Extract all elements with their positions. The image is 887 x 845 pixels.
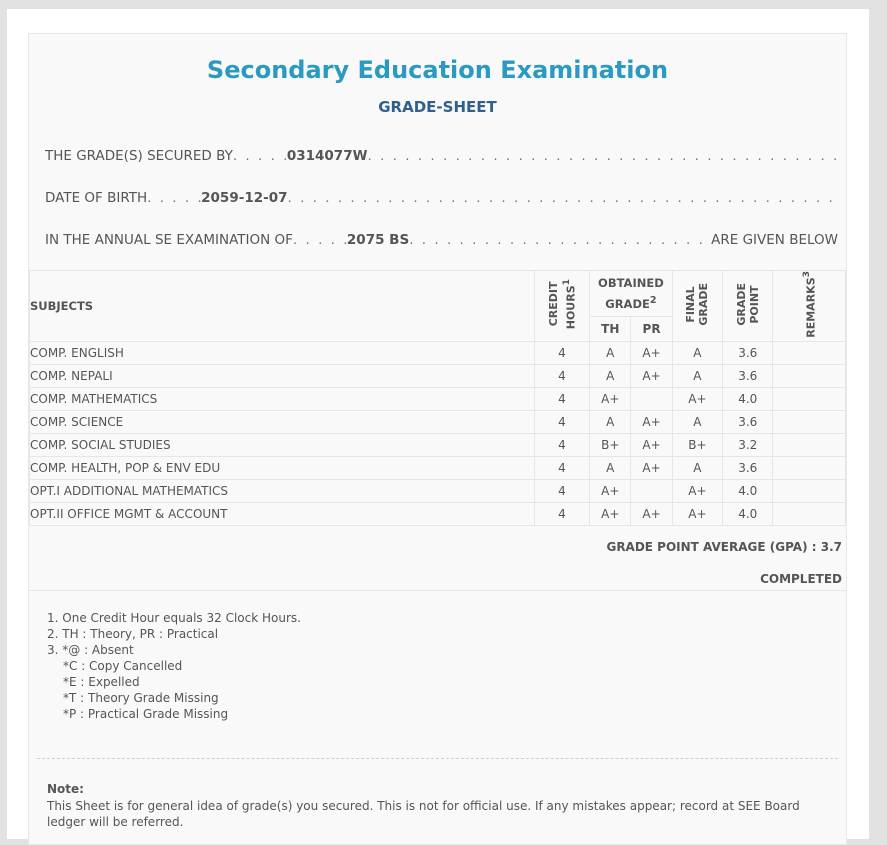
th-grade-cell: A+ [590, 479, 631, 502]
pr-grade-cell: A+ [631, 364, 672, 387]
subject-cell: COMP. SOCIAL STUDIES [30, 433, 535, 456]
dot-leader [368, 148, 839, 164]
grade-point-cell: 4.0 [723, 479, 773, 502]
gpa-value: 3.7 [820, 540, 842, 554]
final-grade-cell: A [672, 410, 722, 433]
remarks-cell [773, 456, 846, 479]
final-grade-header: FINAL GRADE [672, 271, 722, 342]
pr-grade-cell: A+ [631, 433, 672, 456]
th-grade-cell: B+ [590, 433, 631, 456]
pr-grade-cell [631, 479, 672, 502]
table-row [30, 410, 846, 433]
credit-cell: 4 [534, 479, 589, 502]
footnote-3: 3. *@ : Absent [47, 643, 134, 657]
symbol-number: 0314077W [286, 148, 368, 164]
pr-grade-cell: A+ [631, 341, 672, 364]
th-grade-cell: A [590, 456, 631, 479]
table-row [30, 502, 846, 525]
dot-leader [293, 232, 347, 248]
grades-table [29, 270, 846, 526]
table-row [30, 433, 846, 456]
dob-line [45, 190, 838, 210]
remarks-cell [773, 410, 846, 433]
final-grade-cell: A+ [672, 387, 722, 410]
pr-header: PR [631, 317, 672, 341]
window-edge [869, 9, 887, 820]
remarks-cell [773, 387, 846, 410]
dot-leader [233, 148, 287, 164]
gpa-label: GRADE POINT AVERAGE (GPA) : [606, 540, 817, 554]
table-row [30, 456, 846, 479]
pr-grade-cell: A+ [631, 502, 672, 525]
grade-sheet-card [28, 33, 847, 845]
credit-cell: 4 [534, 502, 589, 525]
final-grade-cell: A+ [672, 502, 722, 525]
given-below-label: ARE GIVEN BELOW [711, 232, 838, 248]
grade-point-cell: 3.6 [723, 364, 773, 387]
dob-label: DATE OF BIRTH [45, 190, 148, 206]
page [7, 9, 869, 839]
th-grade-cell: A [590, 410, 631, 433]
remarks-cell [773, 341, 846, 364]
secured-by-line [45, 148, 838, 168]
grade-point-cell: 3.6 [723, 410, 773, 433]
credit-cell: 4 [534, 456, 589, 479]
page-subtitle: GRADE-SHEET [378, 98, 497, 116]
credit-cell: 4 [534, 433, 589, 456]
remarks-header: REMARKS$^3$ [773, 271, 846, 342]
th-grade-cell: A [590, 341, 631, 364]
subject-cell: COMP. SCIENCE [30, 410, 535, 433]
obtained-grade-header: OBTAINED GRADE$^2$ [590, 271, 673, 317]
dot-leader [147, 190, 201, 206]
remarks-cell [773, 364, 846, 387]
pr-grade-cell: A+ [631, 410, 672, 433]
status-text: COMPLETED [760, 572, 842, 586]
credit-cell: 4 [534, 341, 589, 364]
subject-cell: OPT.I ADDITIONAL MATHEMATICS [30, 479, 535, 502]
th-grade-cell: A+ [590, 387, 631, 410]
final-grade-cell: B+ [672, 433, 722, 456]
final-grade-cell: A+ [672, 479, 722, 502]
subject-cell: COMP. ENGLISH [30, 341, 535, 364]
grade-point-cell: 3.6 [723, 456, 773, 479]
dashed-divider [37, 758, 838, 759]
table-row [30, 387, 846, 410]
grade-point-cell: 3.6 [723, 341, 773, 364]
footnote-1: 1. One Credit Hour equals 32 Clock Hours. [47, 611, 301, 625]
pr-grade-cell: A+ [631, 456, 672, 479]
table-row [30, 479, 846, 502]
subject-cell: COMP. NEPALI [30, 364, 535, 387]
th-grade-cell: A [590, 364, 631, 387]
grade-point-cell: 3.2 [723, 433, 773, 456]
footnote-2: 2. TH : Theory, PR : Practical [47, 627, 219, 641]
dot-leader [409, 232, 711, 248]
subject-cell: OPT.II OFFICE MGMT & ACCOUNT [30, 502, 535, 525]
remarks-cell [773, 502, 846, 525]
page-title: Secondary Education Examination [206, 56, 669, 84]
pr-grade-cell [631, 387, 672, 410]
final-grade-cell: A [672, 364, 722, 387]
credit-hours-header: CREDIT HOURS$^1$ [534, 271, 589, 342]
divider [29, 590, 846, 591]
footnotes [47, 610, 301, 722]
grade-point-header: GRADE POINT [723, 271, 773, 342]
remarks-cell [773, 433, 846, 456]
th-header: TH [590, 317, 631, 341]
grade-point-cell: 4.0 [723, 387, 773, 410]
table-row [30, 341, 846, 364]
dob-value: 2059-12-07 [201, 190, 288, 206]
credit-cell: 4 [534, 410, 589, 433]
dot-leader [288, 190, 839, 206]
exam-line [45, 232, 838, 252]
footnote-practical-missing: *P : Practical Grade Missing [63, 707, 229, 721]
credit-cell: 4 [534, 364, 589, 387]
remarks-cell [773, 479, 846, 502]
footnote-expelled: *E : Expelled [63, 675, 140, 689]
footnote-theory-missing: *T : Theory Grade Missing [63, 691, 219, 705]
subject-cell: COMP. HEALTH, POP & ENV EDU [30, 456, 535, 479]
secured-by-label: THE GRADE(S) SECURED BY [45, 148, 233, 164]
th-grade-cell: A+ [590, 502, 631, 525]
subject-cell: COMP. MATHEMATICS [30, 387, 535, 410]
note-title: Note: [47, 782, 84, 796]
footnote-copy-cancelled: *C : Copy Cancelled [63, 659, 183, 673]
final-grade-cell: A [672, 341, 722, 364]
gpa-summary [606, 540, 842, 554]
final-grade-cell: A [672, 456, 722, 479]
subjects-header: SUBJECTS [30, 271, 535, 342]
note-text: This Sheet is for general idea of grade(s) you secured. This is not for official use. If any mistakes appear; record at SEE Board ledger will be referred. [47, 799, 800, 829]
grade-point-cell: 4.0 [723, 502, 773, 525]
table-row [30, 364, 846, 387]
exam-label: IN THE ANNUAL SE EXAMINATION OF [45, 232, 293, 248]
credit-cell: 4 [534, 387, 589, 410]
exam-year: 2075 BS [346, 232, 410, 248]
